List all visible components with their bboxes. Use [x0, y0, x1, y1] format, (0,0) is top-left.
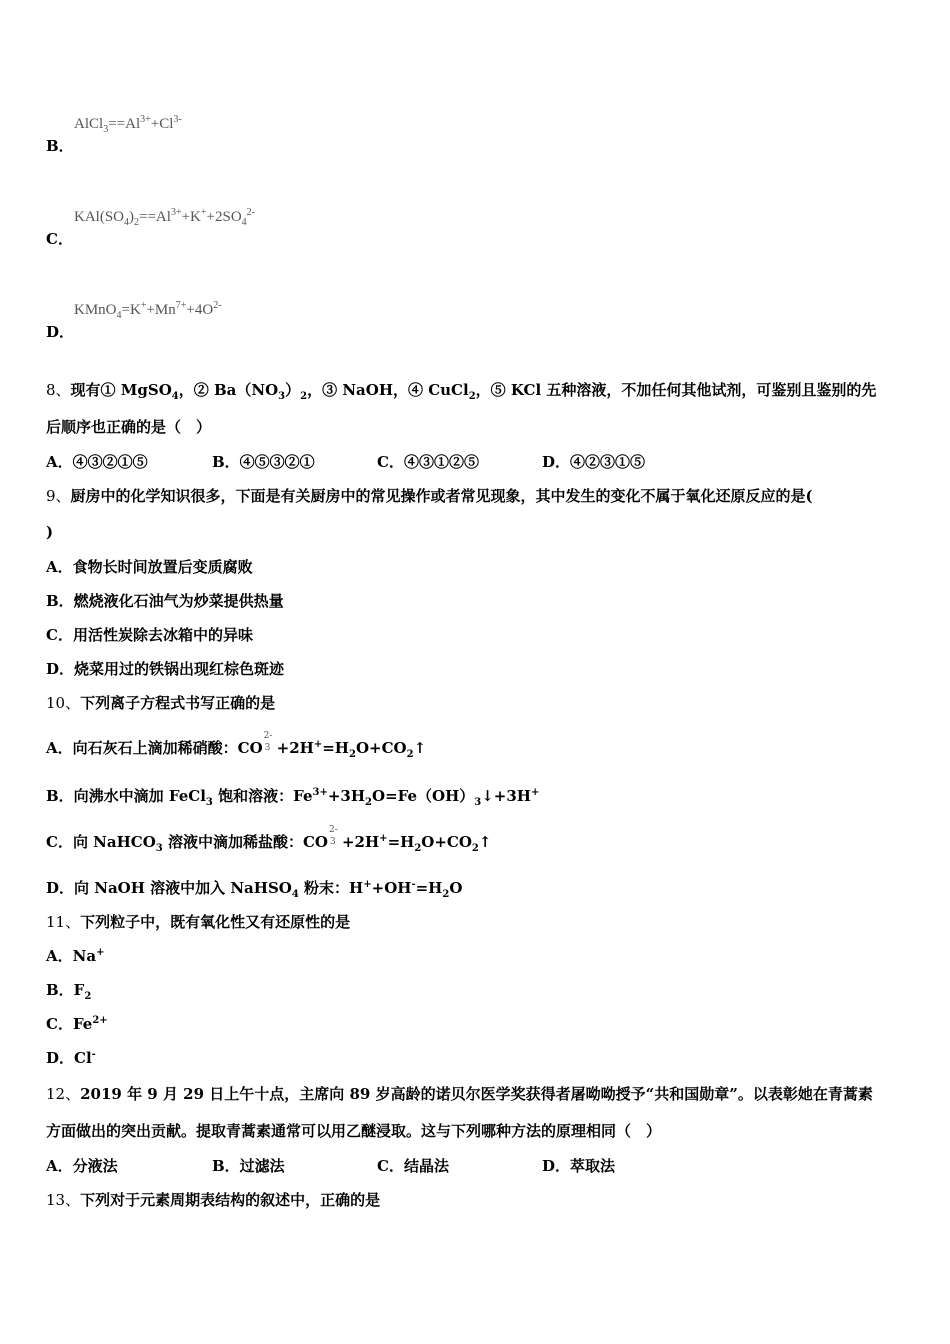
q12-stem-line1: 12、2019 年 9 月 29 日上午十点，主席向 89 岁高龄的诺贝尔医学奖获得者屠呦呦授予“共和国勋章”。以表彰她在青蒿素 — [46, 1085, 873, 1103]
q9-option-d[interactable]: D．烧菜用过的铁锅出现红棕色斑迹 — [46, 660, 285, 678]
q12-option-b[interactable]: B．过滤法 — [212, 1157, 285, 1175]
q9-stem-line1: 9、厨房中的化学知识很多，下面是有关厨房中的常见操作或者常见现象，其中发生的变化不属于氧化还原反应的是( — [46, 487, 813, 505]
q12-option-c[interactable]: C．结晶法 — [377, 1157, 449, 1175]
q10-c-carbonate-charge: 2- 3 — [328, 825, 338, 847]
q10-option-c[interactable]: C．向 NaHCO$_3$ 溶液中滴加稀盐酸：CO 2- 3 $+2H^+=H_2O+CO_2↑$ — [46, 825, 492, 854]
q12-number: 12、 — [46, 1085, 81, 1103]
q13-number: 13、 — [46, 1191, 81, 1209]
q9-stem-line2: ) — [46, 523, 54, 541]
q8-option-c[interactable]: C．④③①②⑤ — [377, 453, 479, 471]
q8-stem-line2: 后顺序也正确的是（ ） — [46, 418, 212, 436]
q11-number: 11、 — [46, 913, 81, 931]
q8-option-a[interactable]: A．④③②①⑤ — [46, 453, 148, 471]
q7-option-c-label: C． — [46, 230, 73, 248]
q7-option-c-formula: $KAl(SO_4)_2==Al^{3+}+K^++2SO_4^{2-}$ — [74, 207, 255, 228]
q7-option-b-label: B． — [46, 137, 74, 155]
q11-option-c[interactable]: C．$Fe^{2+}$ — [46, 1015, 108, 1033]
q10-option-a[interactable]: A．向石灰石上滴加稀硝酸：CO 2- 3 $+2H^+=H_2O+CO_2↑$ — [46, 731, 427, 760]
q10-a-carbonate-charge: 2- 3 — [263, 731, 273, 753]
q13-stem: 13、下列对于元素周期表结构的叙述中，正确的是 — [46, 1191, 381, 1209]
q10-stem: 10、下列离子方程式书写正确的是 — [46, 694, 276, 712]
q11-option-b[interactable]: B．$F_2$ — [46, 981, 92, 1002]
q8-number: 8、 — [46, 381, 71, 399]
q11-option-d[interactable]: D．Cl- — [46, 1049, 96, 1067]
q9-option-a[interactable]: A．食物长时间放置后变质腐败 — [46, 558, 253, 576]
q9-option-c[interactable]: C．用活性炭除去冰箱中的异味 — [46, 626, 253, 644]
q11-stem: 11、下列粒子中，既有氧化性又有还原性的是 — [46, 913, 351, 931]
q12-option-d[interactable]: D．萃取法 — [542, 1157, 616, 1175]
q12-option-a[interactable]: A．分液法 — [46, 1157, 118, 1175]
q7-option-d-formula: $KMnO_4=K^++Mn^{7+}+4O^{2-}$ — [74, 300, 222, 321]
q10-option-d[interactable]: D．向 NaOH 溶液中加入 NaHSO$_4$ 粉末：$H^++OH^-=H_2O$ — [46, 879, 463, 900]
q7-option-d-label: D． — [46, 323, 75, 341]
q12-stem-line2: 方面做出的突出贡献。提取青蒿素通常可以用乙醚浸取。这与下列哪种方法的原理相同（ ） — [46, 1122, 662, 1140]
q8-option-b[interactable]: B．④⑤③②① — [212, 453, 315, 471]
q7-option-b-formula: $AlCl_3==Al^{3+}+Cl^{3-}$ — [74, 114, 182, 135]
q8-option-d[interactable]: D．④②③①⑤ — [542, 453, 646, 471]
q9-number: 9、 — [46, 487, 71, 505]
q9-option-b[interactable]: B．燃烧液化石油气为炒菜提供热量 — [46, 592, 284, 610]
q11-option-a[interactable]: A．Na+ — [46, 947, 105, 965]
q10-option-b[interactable]: B．向沸水中滴加 FeCl$_3$ 饱和溶液：$Fe^{3+}+3H_2O=Fe(OH)_3↓+3H^+$ — [46, 787, 540, 808]
q10-number: 10、 — [46, 694, 81, 712]
q8-stem-line1: 8、现有① MgSO$_4$，② $Ba(NO_3)_2$，③ NaOH，④ CuCl$_2$，⑤ KCl 五种溶液，不加任何其他试剂，可鉴别且鉴别的先 — [46, 381, 877, 402]
